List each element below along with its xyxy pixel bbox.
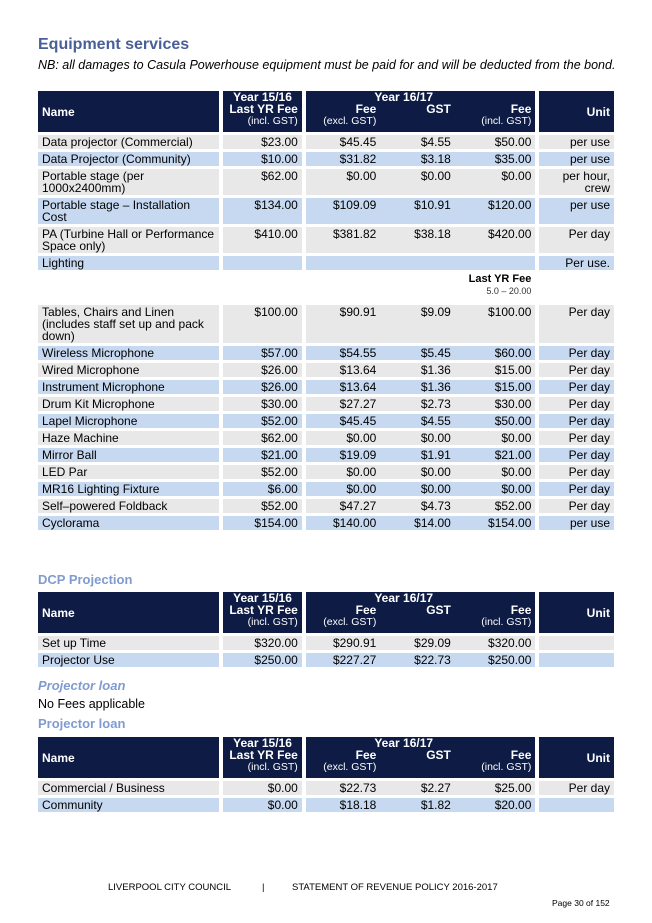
header-fee-incl bbox=[455, 91, 536, 132]
cell-gst: $38.18 bbox=[380, 224, 455, 253]
cell-name: Haze Machine bbox=[38, 428, 219, 445]
header-last-year bbox=[219, 91, 302, 132]
cell-last-year-fee: $0.00 bbox=[219, 778, 302, 795]
header-gst-col bbox=[374, 591, 455, 633]
cell-gst: $1.82 bbox=[380, 795, 455, 812]
header-fee2: Fee bbox=[510, 102, 532, 116]
cell-fee-incl-gst: $50.00 bbox=[455, 411, 536, 428]
damage-note: NB: all damages to Casula Powerhouse equipment must be paid for and will be deducted from the bond. bbox=[38, 58, 616, 72]
projector-loan-title-2: Projector loan bbox=[38, 716, 126, 731]
cell-fee-incl-gst: $50.00 bbox=[455, 132, 536, 149]
dcp-fees-table bbox=[38, 592, 614, 667]
header-incl-gst: (incl. GST) bbox=[247, 616, 298, 628]
table-row bbox=[38, 377, 614, 394]
footer-doc-title: STATEMENT OF REVENUE POLICY 2016-2017 bbox=[292, 882, 498, 893]
cell-fee-incl-gst bbox=[455, 253, 536, 270]
cell-gst: $10.91 bbox=[380, 195, 455, 224]
cell-fee-excl-gst: $47.27 bbox=[302, 496, 381, 513]
cell-last-year-fee: $52.00 bbox=[219, 411, 302, 428]
header-year-cur: Year 16/17 bbox=[374, 90, 434, 104]
cell-gst: $0.00 bbox=[380, 428, 455, 445]
header-excl-gst: (excl. GST) bbox=[323, 115, 377, 127]
header-unit: Unit bbox=[535, 91, 614, 132]
cell-fee-incl-gst: $0.00 bbox=[455, 479, 536, 496]
cell-fee-excl-gst: $13.64 bbox=[302, 377, 381, 394]
header-name: Name bbox=[38, 91, 219, 132]
cell-fee-incl-gst: $320.00 bbox=[455, 633, 536, 650]
header-fee-excl bbox=[302, 592, 381, 633]
header-last-year bbox=[219, 737, 302, 778]
cell-gst: $5.45 bbox=[380, 343, 455, 360]
cell-name: Mirror Ball bbox=[38, 445, 219, 462]
cell-name: PA (Turbine Hall or Performance Space only) bbox=[38, 224, 219, 253]
header-year-prev: Year 15/16 bbox=[233, 591, 292, 605]
cell-fee-excl-gst: $290.91 bbox=[302, 633, 381, 650]
cell-last-year-fee: $6.00 bbox=[219, 479, 302, 496]
header-year-cur: Year 16/17 bbox=[374, 591, 434, 605]
header-unit: Unit bbox=[535, 592, 614, 633]
cell-gst: $0.00 bbox=[380, 462, 455, 479]
cell-name: Data Projector (Community) bbox=[38, 149, 219, 166]
header-year-prev: Year 15/16 bbox=[233, 90, 292, 104]
cell-unit: per use bbox=[535, 513, 614, 530]
projector-loan-title: Projector loan bbox=[38, 678, 126, 693]
dcp-projection-title: DCP Projection bbox=[38, 572, 133, 587]
cell-name: Data projector (Commercial) bbox=[38, 132, 219, 149]
cell-last-year-fee: $52.00 bbox=[219, 496, 302, 513]
cell-fee-incl-gst: $0.00 bbox=[455, 428, 536, 445]
cell-fee-excl-gst: $90.91 bbox=[302, 302, 381, 343]
cell-fee-incl-gst: $35.00 bbox=[455, 149, 536, 166]
cell-fee-incl-gst: $30.00 bbox=[455, 394, 536, 411]
table-row bbox=[38, 650, 614, 667]
cell-fee-excl-gst: $0.00 bbox=[302, 166, 381, 195]
header-fee-excl bbox=[302, 91, 381, 132]
cell-unit: Per day bbox=[535, 496, 614, 513]
cell-gst: $4.55 bbox=[380, 132, 455, 149]
cell-name: Cyclorama bbox=[38, 513, 219, 530]
cell-fee-incl-gst: $15.00 bbox=[455, 360, 536, 377]
table-row bbox=[38, 343, 614, 360]
cell-last-year-fee: $52.00 bbox=[219, 462, 302, 479]
cell-name: Lapel Microphone bbox=[38, 411, 219, 428]
cell-unit: Per day bbox=[535, 428, 614, 445]
lighting-last-fee-range: 5.0 – 20.00 bbox=[486, 286, 532, 296]
header-excl-gst: (excl. GST) bbox=[323, 616, 377, 628]
header-last-fee: Last YR Fee bbox=[229, 748, 298, 762]
lighting-note-row bbox=[38, 270, 614, 302]
header-incl-gst: (incl. GST) bbox=[247, 761, 298, 773]
table-row bbox=[38, 778, 614, 795]
cell-unit: per hour, crew bbox=[535, 166, 614, 195]
cell-fee-excl-gst: $381.82 bbox=[302, 224, 381, 253]
cell-fee-incl-gst: $20.00 bbox=[455, 795, 536, 812]
header-name: Name bbox=[38, 737, 219, 778]
cell-gst: $9.09 bbox=[380, 302, 455, 343]
cell-fee-excl-gst: $109.09 bbox=[302, 195, 381, 224]
header-fee: Fee bbox=[355, 102, 377, 116]
header-last-fee: Last YR Fee bbox=[229, 102, 298, 116]
cell-fee-excl-gst: $19.09 bbox=[302, 445, 381, 462]
cell-last-year-fee: $0.00 bbox=[219, 795, 302, 812]
header-fee: Fee bbox=[355, 748, 377, 762]
cell-name: Set up Time bbox=[38, 633, 219, 650]
cell-fee-excl-gst bbox=[302, 253, 381, 270]
cell-unit: Per day bbox=[535, 411, 614, 428]
cell-unit: Per day bbox=[535, 224, 614, 253]
header-incl-gst2: (incl. GST) bbox=[481, 761, 532, 773]
cell-fee-incl-gst: $250.00 bbox=[455, 650, 536, 667]
lighting-last-fee-label: Last YR Fee bbox=[468, 273, 532, 285]
cell-gst: $0.00 bbox=[380, 479, 455, 496]
cell-name: Wireless Microphone bbox=[38, 343, 219, 360]
cell-name: Tables, Chairs and Linen (includes staff set up and pack down) bbox=[38, 302, 219, 343]
footer-separator: | bbox=[262, 882, 265, 893]
header-last-fee: Last YR Fee bbox=[229, 603, 298, 617]
projector-loan-fees-table bbox=[38, 737, 614, 812]
header-excl-gst: (excl. GST) bbox=[323, 761, 377, 773]
cell-fee-excl-gst: $227.27 bbox=[302, 650, 381, 667]
cell-gst: $1.36 bbox=[380, 360, 455, 377]
cell-name: Wired Microphone bbox=[38, 360, 219, 377]
cell-last-year-fee: $26.00 bbox=[219, 377, 302, 394]
cell-last-year-fee: $134.00 bbox=[219, 195, 302, 224]
header-last-year bbox=[219, 592, 302, 633]
cell-unit: Per day bbox=[535, 394, 614, 411]
cell-fee-incl-gst: $15.00 bbox=[455, 377, 536, 394]
header-gst-col bbox=[374, 90, 455, 132]
cell-gst: $1.91 bbox=[380, 445, 455, 462]
cell-last-year-fee: $62.00 bbox=[219, 166, 302, 195]
table-row bbox=[38, 360, 614, 377]
cell-unit: per use bbox=[535, 149, 614, 166]
cell-unit bbox=[535, 650, 614, 667]
cell-gst: $14.00 bbox=[380, 513, 455, 530]
cell-name: LED Par bbox=[38, 462, 219, 479]
cell-name: Community bbox=[38, 795, 219, 812]
cell-unit: Per day bbox=[535, 445, 614, 462]
table-row bbox=[38, 633, 614, 650]
table-row bbox=[38, 496, 614, 513]
cell-fee-incl-gst: $60.00 bbox=[455, 343, 536, 360]
cell-name: Lighting bbox=[38, 253, 219, 270]
header-fee2: Fee bbox=[510, 603, 532, 617]
header-incl-gst2: (incl. GST) bbox=[481, 616, 532, 628]
lighting-note bbox=[219, 270, 535, 302]
header-gst: GST bbox=[426, 102, 451, 116]
cell-unit: Per day bbox=[535, 343, 614, 360]
header-year-prev: Year 15/16 bbox=[233, 736, 292, 750]
cell-last-year-fee: $26.00 bbox=[219, 360, 302, 377]
cell-last-year-fee: $154.00 bbox=[219, 513, 302, 530]
cell-fee-excl-gst: $27.27 bbox=[302, 394, 381, 411]
cell-last-year-fee: $250.00 bbox=[219, 650, 302, 667]
cell-name: Portable stage – Installation Cost bbox=[38, 195, 219, 224]
table-row bbox=[38, 302, 614, 343]
header-year-cur: Year 16/17 bbox=[374, 736, 434, 750]
cell-name: Self–powered Foldback bbox=[38, 496, 219, 513]
cell-fee-excl-gst: $0.00 bbox=[302, 462, 381, 479]
table-row bbox=[38, 195, 614, 224]
cell-unit: per use bbox=[535, 132, 614, 149]
table-row bbox=[38, 224, 614, 253]
cell-gst: $2.73 bbox=[380, 394, 455, 411]
cell-gst: $2.27 bbox=[380, 778, 455, 795]
cell-name: Commercial / Business bbox=[38, 778, 219, 795]
cell-gst: $29.09 bbox=[380, 633, 455, 650]
cell-fee-excl-gst: $45.45 bbox=[302, 411, 381, 428]
cell-last-year-fee: $21.00 bbox=[219, 445, 302, 462]
table-row bbox=[38, 149, 614, 166]
table-row bbox=[38, 479, 614, 496]
cell-fee-incl-gst: $0.00 bbox=[455, 462, 536, 479]
header-fee-incl bbox=[455, 592, 536, 633]
equipment-fees-table bbox=[38, 91, 614, 530]
cell-gst: $1.36 bbox=[380, 377, 455, 394]
cell-unit: Per day bbox=[535, 302, 614, 343]
header-incl-gst: (incl. GST) bbox=[247, 115, 298, 127]
cell-fee-incl-gst: $154.00 bbox=[455, 513, 536, 530]
cell-fee-excl-gst: $54.55 bbox=[302, 343, 381, 360]
cell-fee-excl-gst: $45.45 bbox=[302, 132, 381, 149]
table-header bbox=[38, 91, 614, 132]
table-row bbox=[38, 445, 614, 462]
header-fee-excl bbox=[302, 737, 381, 778]
header-fee-incl bbox=[455, 737, 536, 778]
cell-fee-excl-gst: $0.00 bbox=[302, 479, 381, 496]
header-incl-gst2: (incl. GST) bbox=[481, 115, 532, 127]
cell-name: Portable stage (per 1000x2400mm) bbox=[38, 166, 219, 195]
cell-unit: Per day bbox=[535, 377, 614, 394]
header-name: Name bbox=[38, 592, 219, 633]
cell-last-year-fee: $62.00 bbox=[219, 428, 302, 445]
cell-fee-incl-gst: $420.00 bbox=[455, 224, 536, 253]
table-row bbox=[38, 411, 614, 428]
cell-fee-excl-gst: $13.64 bbox=[302, 360, 381, 377]
cell-fee-incl-gst: $21.00 bbox=[455, 445, 536, 462]
cell-fee-excl-gst: $140.00 bbox=[302, 513, 381, 530]
header-fee2: Fee bbox=[510, 748, 532, 762]
cell-last-year-fee: $410.00 bbox=[219, 224, 302, 253]
cell-fee-excl-gst: $22.73 bbox=[302, 778, 381, 795]
cell-last-year-fee: $320.00 bbox=[219, 633, 302, 650]
cell-fee-incl-gst: $120.00 bbox=[455, 195, 536, 224]
cell-fee-incl-gst: $0.00 bbox=[455, 166, 536, 195]
table-row bbox=[38, 462, 614, 479]
cell-gst: $4.55 bbox=[380, 411, 455, 428]
cell-unit: Per day bbox=[535, 479, 614, 496]
cell-unit: Per use. bbox=[535, 253, 614, 270]
table-row bbox=[38, 394, 614, 411]
cell-name: Drum Kit Microphone bbox=[38, 394, 219, 411]
cell-fee-incl-gst: $100.00 bbox=[455, 302, 536, 343]
cell-last-year-fee: $30.00 bbox=[219, 394, 302, 411]
cell-gst: $4.73 bbox=[380, 496, 455, 513]
cell-gst: $3.18 bbox=[380, 149, 455, 166]
cell-unit: per use bbox=[535, 195, 614, 224]
table-row bbox=[38, 166, 614, 195]
cell-fee-excl-gst: $18.18 bbox=[302, 795, 381, 812]
cell-last-year-fee: $57.00 bbox=[219, 343, 302, 360]
cell-unit: Per day bbox=[535, 462, 614, 479]
cell-last-year-fee: $23.00 bbox=[219, 132, 302, 149]
cell-gst: $0.00 bbox=[380, 166, 455, 195]
header-unit: Unit bbox=[535, 737, 614, 778]
cell-gst: $22.73 bbox=[380, 650, 455, 667]
cell-name: Instrument Microphone bbox=[38, 377, 219, 394]
table-row bbox=[38, 513, 614, 530]
table-row bbox=[38, 132, 614, 149]
cell-last-year-fee: $100.00 bbox=[219, 302, 302, 343]
section-title: Equipment services bbox=[38, 36, 190, 53]
cell-fee-excl-gst: $0.00 bbox=[302, 428, 381, 445]
table-row bbox=[38, 795, 614, 812]
cell-fee-excl-gst: $31.82 bbox=[302, 149, 381, 166]
cell-name: MR16 Lighting Fixture bbox=[38, 479, 219, 496]
header-gst-col bbox=[374, 736, 455, 778]
cell-unit: Per day bbox=[535, 360, 614, 377]
cell-name: Projector Use bbox=[38, 650, 219, 667]
header-gst: GST bbox=[426, 748, 451, 762]
cell-unit: Per day bbox=[535, 778, 614, 795]
cell-last-year-fee bbox=[219, 253, 302, 270]
cell-last-year-fee: $10.00 bbox=[219, 149, 302, 166]
cell-gst bbox=[380, 253, 455, 270]
table-row bbox=[38, 428, 614, 445]
page-number: Page 30 of 152 bbox=[552, 898, 610, 908]
no-fees-text: No Fees applicable bbox=[38, 697, 146, 711]
cell-unit bbox=[535, 633, 614, 650]
cell-fee-incl-gst: $25.00 bbox=[455, 778, 536, 795]
header-fee: Fee bbox=[355, 603, 377, 617]
cell-fee-incl-gst: $52.00 bbox=[455, 496, 536, 513]
table-row bbox=[38, 253, 614, 270]
footer-org: LIVERPOOL CITY COUNCIL bbox=[108, 882, 232, 893]
header-gst: GST bbox=[426, 603, 451, 617]
cell-unit bbox=[535, 795, 614, 812]
